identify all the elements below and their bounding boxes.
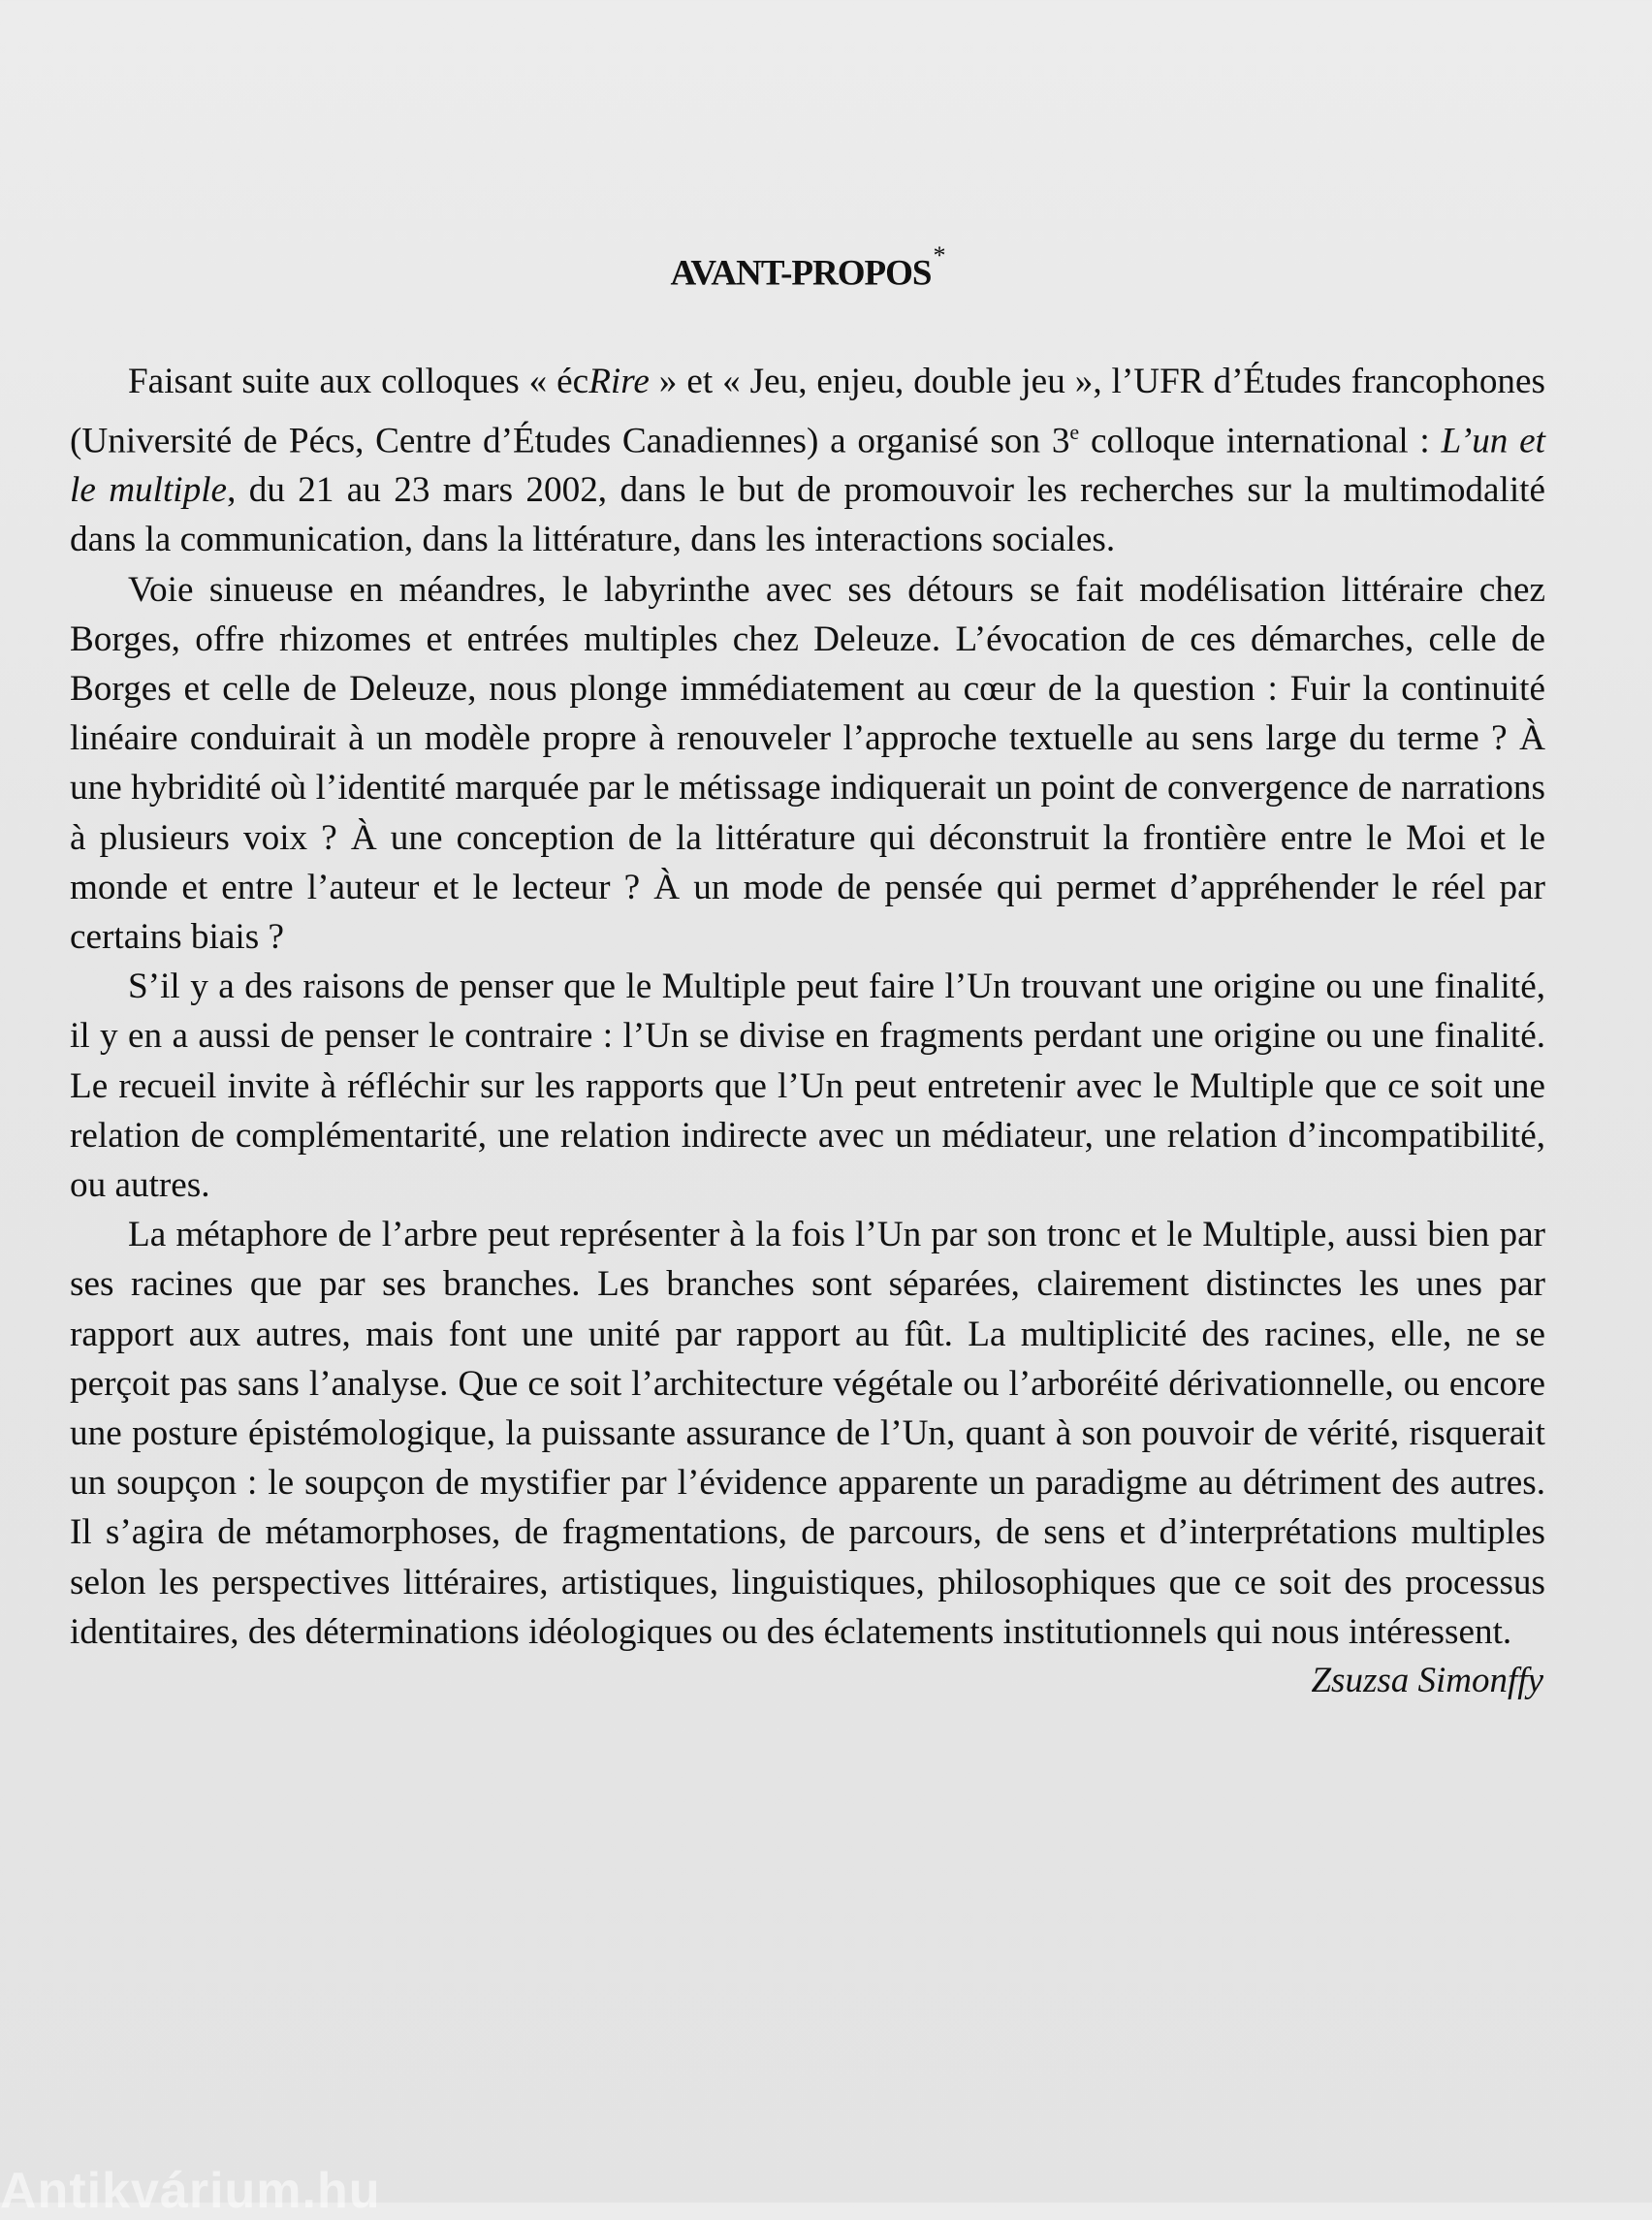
paragraph-3: S’il y a des raisons de penser que le Multiple peut faire l’Un trouvant une origine ou une finalité, il y en a aussi de penser le contraire : l’Un se divise en fragments perdant une origine ou une finalité. Le recueil invite à réfléchir sur les rapports que l’Un peut entretenir avec le Multiple que ce soit une relation de complémentarité, une relation indirecte avec un médiateur, une relation d’incompatibilité, ou autres. — [70, 967, 1545, 1205]
title-text: AVANT-PROPOS — [670, 253, 932, 294]
paragraph-2: Voie sinueuse en méandres, le labyrinthe avec ses détours se fait modélisation littéraire chez Borges, offre rhizomes et entrées multiples chez Deleuze. L’évocation de ces démarches, celle de Borges et celle de Deleuze, nous plonge immédiatement au cœur de la question : Fuir la continuité linéaire conduirait à un modèle propre à renouveler l’approche textuelle au sens large du terme ? À une hybridité où l’identité marquée par le métissage indiquerait un point de convergence de narrations à plusieurs voix ? À une conception de la littérature qui déconstruit la frontière entre le Moi et le monde et entre l’auteur et le lecteur ? À un mode de pensée qui permet d’appréhender le réel par certains biais ? — [70, 569, 1545, 957]
p1-text-1: Faisant suite aux colloques « éc — [128, 362, 589, 402]
page-title — [70, 240, 1545, 297]
p1-italic-ecrire: Rire — [588, 362, 650, 402]
p1-italic-title: L’un et le multiple — [70, 420, 1545, 511]
document-page — [70, 223, 1545, 1705]
p1-text-4: , du 21 au 23 mars 2002, dans le but de promouvoir les recherches sur la multimodalité dans la communication, dans la littérature, dans les interactions sociales. — [70, 470, 1546, 560]
p1-text-3: colloque international : — [1079, 420, 1442, 460]
paragraph-4: La métaphore de l’arbre peut représenter à la fois l’Un par son tronc et le Multiple, aussi bien par ses racines que par ses branches. Les branches sont séparées, clairement distinctes les unes par rapport aux autres, mais font une unité par rapport au fût. La multiplicité des racines, elle, ne se perçoit pas sans l’analyse. Que ce soit l’architecture végétale ou l’arboréité dérivationnelle, ou encore une posture épistémologique, la puissante assurance de l’Un, quant à son pouvoir de vérité, risquerait un soupçon : le soupçon de mystifier par l’évidence apparente un paradigme au détriment des autres. Il s’agira de métamorphoses, de fragmentations, de parcours, de sens et d’interprétations multiples selon les perspectives littéraires, artistiques, linguistiques, philosophiques que ce soit des processus identitaires, des déterminations idéologiques ou des éclatements institutionnels qui nous intéressent. — [70, 1215, 1545, 1652]
watermark: Antikvárium.hu — [0, 2163, 381, 2219]
p1-text-2: » et « Jeu, enjeu, double jeu », l’UFR d’Études francophones (Université de Pécs, Centre d’Études Canadiennes) a organisé son 3 — [70, 362, 1545, 460]
p1-superscript: e — [1069, 419, 1080, 444]
title-footnote-mark: * — [933, 241, 945, 270]
paragraph-1 — [70, 357, 1545, 564]
author-signature: Zsuzsa Simonffy — [1311, 1661, 1543, 1700]
